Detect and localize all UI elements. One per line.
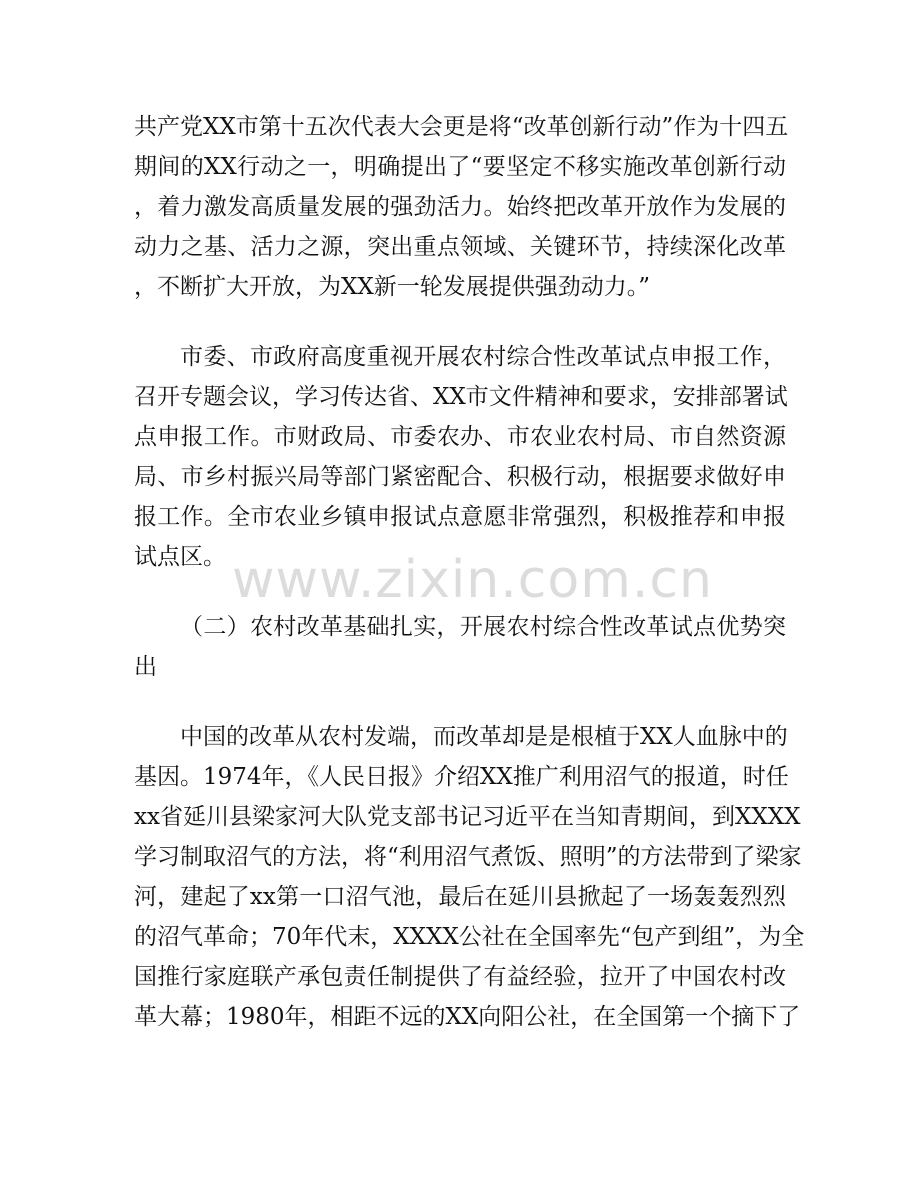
paragraph-2-line-4: 局、市乡村振兴局等部门紧密配合、积极行动，根据要求做好申: [134, 464, 786, 490]
paragraph-3-line-1: 中国的改革从农村发端，而改革却是是根植于XX人血脉中的: [180, 724, 788, 750]
paragraph-1-line-4: 动力之基、活力之源，突出重点领域、关键环节，持续深化改革: [134, 234, 786, 260]
paragraph-2-line-6: 试点区。: [134, 544, 226, 570]
paragraph-3-line-2: 基因。1974年，《人民日报》介绍XX推广利用沼气的报道，时任: [134, 764, 789, 790]
paragraph-3-line-3: xx省延川县梁家河大队党支部书记习近平在当知青期间，到XXXX: [134, 804, 801, 830]
paragraph-1-line-2: 期间的XX行动之一，明确提出了“要坚定不移实施改革创新行动: [134, 154, 786, 180]
paragraph-1-line-3: ，着力激发高质量发展的强劲活力。始终把改革开放作为发展的: [134, 194, 786, 220]
section-heading-line-1: （二）农村改革基础扎实，开展农村综合性改革试点优势突: [180, 614, 786, 640]
paragraph-3-line-6: 的沼气革命；70年代末，XXXX公社在全国率先“包产到组”，为全: [134, 924, 805, 950]
paragraph-2-line-2: 召开专题会议，学习传达省、XX市文件精神和要求，安排部署试: [134, 384, 788, 410]
paragraph-2-line-1: 市委、市政府高度重视开展农村综合性改革试点申报工作，: [180, 344, 786, 370]
paragraph-3-line-7: 国推行家庭联产承包责任制提供了有益经验，拉开了中国农村改: [134, 964, 786, 990]
watermark: www.zixin.com.cn: [232, 550, 713, 610]
paragraph-3-line-8: 革大幕；1980年，相距不远的XX向阳公社，在全国第一个摘下了: [134, 1004, 801, 1030]
paragraph-3-line-5: 河，建起了xx第一口沼气池，最后在延川县掀起了一场轰轰烈烈: [134, 884, 786, 910]
section-heading-line-2: 出: [134, 654, 157, 680]
paragraph-1-line-1: 共产党XX市第十五次代表大会更是将“改革创新行动”作为十四五: [134, 114, 789, 140]
paragraph-2-line-3: 点申报工作。市财政局、市委农办、市农业农村局、市自然资源: [134, 424, 786, 450]
paragraph-2-line-5: 报工作。全市农业乡镇申报试点意愿非常强烈，积极推荐和申报: [134, 504, 786, 530]
paragraph-3-line-4: 学习制取沼气的方法，将“利用沼气煮饭、照明”的方法带到了梁家: [134, 844, 802, 870]
paragraph-1-line-5: ，不断扩大开放，为XX新一轮发展提供强劲动力。”: [134, 274, 651, 300]
